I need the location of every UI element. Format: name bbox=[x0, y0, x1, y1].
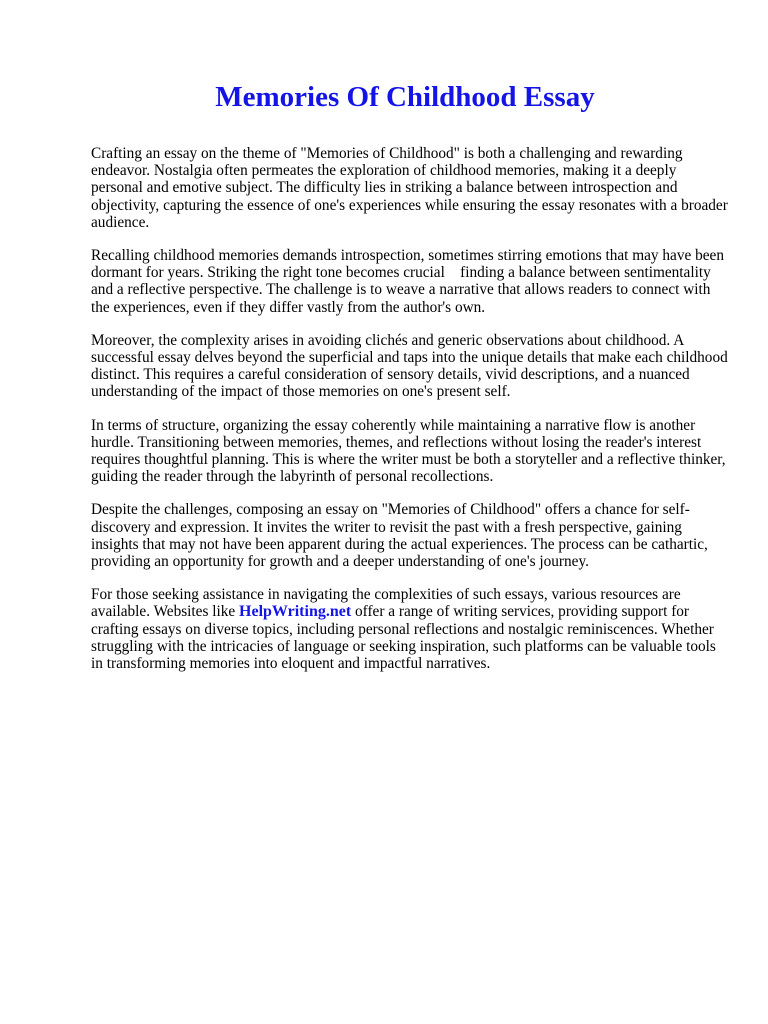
paragraph-6-before-link: For those seeking assistance in navigating the complexities of such essays, various resources are available. Websites like bbox=[91, 586, 681, 621]
paragraph-4: In terms of structure, organizing the essay coherently while maintaining a narrative flow is another hurdle. Transitioning between memories, themes, and reflections without losing the reader's interest requires thoughtful planning. This is where the writer must be both a storyteller and a reflective thinker, guiding the reader through the labyrinth of personal recollections. bbox=[91, 416, 726, 486]
paragraph-1: Crafting an essay on the theme of "Memories of Childhood" is both a challenging and rewarding endeavor. Nostalgia often permeates the exploration of childhood memories, making it a deeply personal and emotive subject. The difficulty lies in striking a balance between introspection and objectivity, capturing the essence of one's experiences while ensuring the essay resonates with a broader audience. bbox=[91, 145, 728, 231]
essay-body bbox=[91, 145, 731, 688]
paragraph-6-after-link: offer a range of writing services, providing support for crafting essays on diverse topics, including personal reflections and nostalgic reminiscences. Whether struggling with the intricacies of language or seeking inspiration, such platforms can be valuable tools in transforming memories into eloquent and impactful narratives. bbox=[91, 603, 716, 673]
paragraph-5: Despite the challenges, composing an essay on "Memories of Childhood" offers a chance for self-discovery and expression. It invites the writer to revisit the past with a fresh perspective, gaining insights that may not have been apparent during the actual experiences. The process can be cathartic, providing an opportunity for growth and a deeper understanding of one's journey. bbox=[91, 501, 708, 571]
paragraph-6 bbox=[91, 586, 731, 672]
page-title: Memories Of Childhood Essay bbox=[215, 81, 595, 113]
paragraph-3: Moreover, the complexity arises in avoiding clichés and generic observations about childhood. A successful essay delves beyond the superficial and taps into the unique details that make each childhood distinct. This requires a careful consideration of sensory details, vivid descriptions, and a nuanced understanding of the impact of those memories on one's present self. bbox=[91, 331, 728, 401]
helpwriting-link[interactable]: HelpWriting.net bbox=[239, 603, 352, 621]
paragraph-2: Recalling childhood memories demands introspection, sometimes stirring emotions that may have been dormant for years. Striking the right tone becomes crucial finding a balance between sentimentality and a reflective perspective. The challenge is to weave a narrative that allows readers to connect with the experiences, even if they differ vastly from the author's own. bbox=[91, 247, 728, 316]
